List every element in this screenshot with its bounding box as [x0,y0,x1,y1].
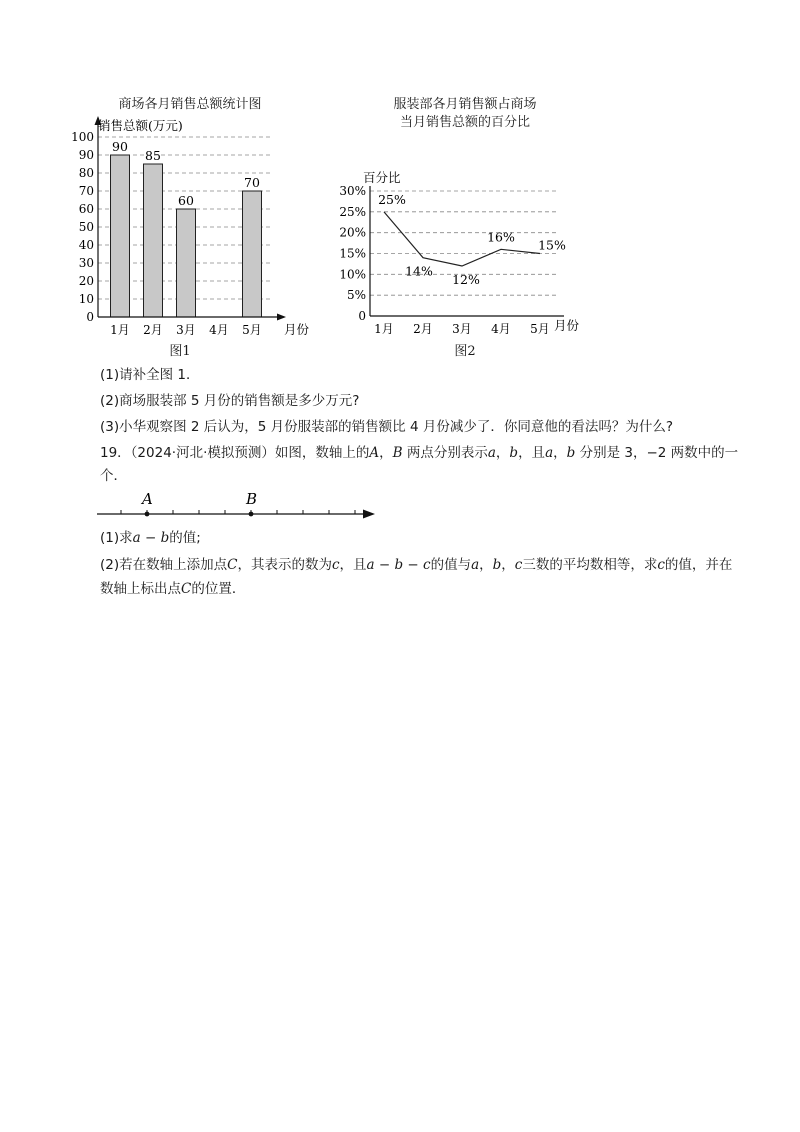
chart2-value-label: 25% [378,191,406,207]
chart2-x-tick-label: 3月 [452,322,472,336]
chart2-y-tick-label: 0 [358,309,366,323]
chart1-y-tick-label: 90 [78,148,94,162]
point-b-dot [249,512,254,517]
chart1-y-tick-label: 100 [71,130,94,144]
chart1-caption: 图1 [169,344,191,359]
chart2-y-tick-label: 15% [339,246,366,261]
chart1-y-tick-label: 60 [78,202,94,216]
chart1-y-tick-label: 50 [78,220,94,234]
chart1-value-label: 85 [145,148,161,163]
chart2-y-tick-label: 20% [339,225,366,240]
point-b-label: B [246,490,258,508]
chart1-x-tick-label: 1月 [110,323,130,337]
chart2-series-line [384,212,540,266]
chart1-y-tick-label: 10 [78,292,94,306]
chart1-bar [111,155,130,317]
chart2-x-tick-label: 5月 [530,322,550,336]
chart1-x-axis-label: 月份 [284,322,310,337]
chart2-y-tick-label: 5% [346,288,366,303]
chart1-title: 商场各月销售总额统计图 [118,97,262,112]
question-3: (3)小华观察图 2 后认为，5 月份服装部的销售额比 4 月份减少了．你同意他的看法吗？为什么? [100,419,674,435]
chart1-x-tick-label: 2月 [143,323,163,337]
chart2-y-tick-label: 30% [339,184,366,198]
chart2-caption: 图2 [454,344,476,359]
point-a-dot [145,512,150,517]
chart1-y-tick-label: 80 [78,166,94,180]
chart2-value-label: 16% [487,229,515,245]
chart1-value-label: 90 [112,139,128,154]
chart1-value-label: 60 [178,193,194,208]
chart2-x-axis-label: 月份 [554,318,580,333]
chart2-y-axis-label: 百分比 [363,170,401,185]
chart2-y-tick-label: 25% [339,204,366,219]
chart2-x-tick-label: 4月 [491,322,511,336]
problem-19-question-2-line2: 数轴上标出点C的位置． [100,581,246,597]
point-a-label: A [142,490,153,508]
chart1-value-label: 70 [244,175,260,190]
chart2-value-label: 15% [538,237,566,253]
problem-19-line2: 个． [100,468,127,484]
chart1-y-tick-label: 30 [78,256,94,270]
chart1-y-tick-label: 20 [78,274,94,288]
chart1-y-tick-label: 0 [86,310,94,324]
chart1-x-tick-label: 5月 [242,323,262,337]
chart2-value-label: 14% [405,263,433,279]
chart1-x-tick-label: 4月 [209,323,229,337]
chart1-bar-chart [60,110,330,342]
question-2: (2)商场服装部 5 月份的销售额是多少万元? [100,393,360,409]
chart2-value-label: 12% [452,272,480,287]
chart2-x-tick-label: 1月 [374,322,394,336]
number-line [95,488,385,524]
chart1-y-tick-label: 70 [78,184,94,198]
question-1: (1)请补全图 1． [100,367,200,383]
chart2-title-line1: 服装部各月销售额占商场 [393,97,537,112]
chart2-y-tick-label: 10% [339,267,366,282]
chart2-title-line2: 当月销售总额的百分比 [399,115,530,130]
chart2-x-tick-label: 2月 [413,322,433,336]
chart2-line-chart [330,166,590,342]
chart1-bar [177,209,196,317]
problem-19-question-1: (1)求a − b的值; [100,530,201,546]
problem-19-question-2-line1: (2)若在数轴上添加点C，其表示的数为c，且a − b − c的值与a，b，c三数的平均数相等，求c的值，并在 [100,557,733,573]
chart1-x-tick-label: 3月 [176,323,196,337]
problem-19-line1: 19．（2024·河北·模拟预测）如图，数轴上的A，B 两点分别表示a，b，且a，b 分别是 3，−2 两数中的一 [100,445,739,461]
chart1-y-tick-label: 40 [78,238,94,252]
chart1-bar [243,191,262,317]
chart1-bar [144,164,163,317]
chart1-x-axis-arrow [277,314,286,321]
number-line-arrow [363,510,375,519]
chart1-y-axis-label: 销售总额(万元) [98,118,183,133]
